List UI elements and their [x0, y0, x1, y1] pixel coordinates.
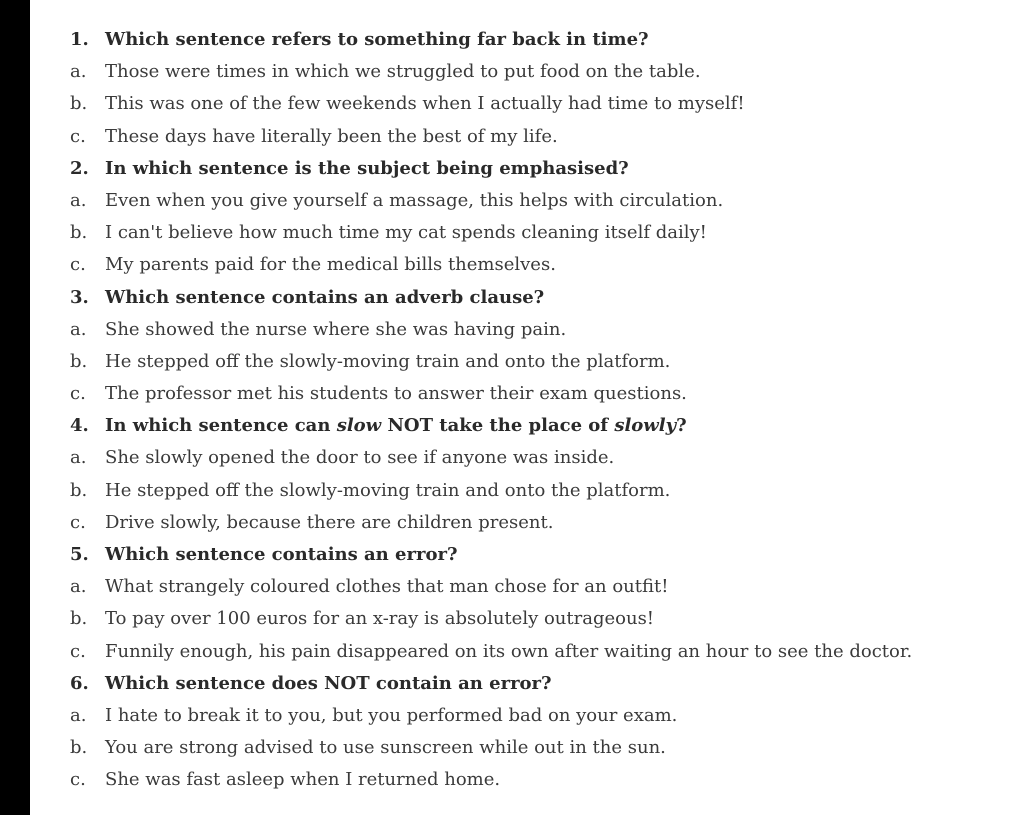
option-text: She was fast asleep when I returned home.	[105, 769, 501, 791]
question-text: Which sentence does NOT contain an error?	[105, 672, 552, 694]
option-letter: c.	[70, 511, 86, 533]
question-1-option-c	[70, 121, 912, 153]
document-page	[30, 0, 1024, 815]
question-1	[70, 24, 912, 56]
option-letter: c.	[70, 769, 86, 791]
question-text-italic-slowly: slowly	[614, 415, 677, 437]
question-text: Which sentence contains an adverb clause?	[105, 286, 545, 308]
question-text-part: ?	[676, 415, 687, 437]
option-letter: c.	[70, 640, 86, 662]
option-text: I can't believe how much time my cat spends cleaning itself daily!	[105, 222, 707, 244]
question-6-option-c	[70, 764, 912, 796]
question-3	[70, 282, 912, 314]
question-number: 5.	[70, 544, 89, 565]
question-2-option-b	[70, 217, 912, 249]
option-letter: b.	[70, 737, 88, 759]
question-text	[105, 410, 687, 442]
question-3-option-c	[70, 378, 912, 410]
question-text: In which sentence is the subject being emphasised?	[105, 157, 629, 179]
question-text-part: NOT take the place of	[381, 415, 615, 437]
option-letter: a.	[70, 61, 87, 83]
option-letter: c.	[70, 254, 86, 276]
option-text: The professor met his students to answer their exam questions.	[105, 383, 687, 405]
question-6-option-a	[70, 700, 912, 732]
question-5-option-c	[70, 636, 912, 668]
question-4	[70, 410, 912, 442]
question-6	[70, 668, 912, 700]
option-letter: b.	[70, 350, 88, 372]
question-4-option-c	[70, 507, 912, 539]
option-letter: a.	[70, 447, 87, 469]
question-4-option-b	[70, 475, 912, 507]
option-letter: c.	[70, 125, 86, 147]
question-text: Which sentence contains an error?	[105, 544, 458, 565]
option-text: Funnily enough, his pain disappeared on its own after waiting an hour to see the doctor.	[105, 640, 913, 662]
question-2-option-a	[70, 185, 912, 217]
question-6-option-b	[70, 732, 912, 764]
question-1-option-a	[70, 56, 912, 88]
question-number: 6.	[70, 672, 89, 694]
question-1-option-b	[70, 88, 912, 120]
question-5	[70, 539, 912, 571]
option-text: To pay over 100 euros for an x-ray is absolutely outrageous!	[105, 608, 655, 630]
option-text: These days have literally been the best of my life.	[105, 125, 558, 147]
quiz-list	[70, 24, 912, 797]
option-letter: c.	[70, 383, 86, 405]
option-text: Even when you give yourself a massage, this helps with circulation.	[105, 189, 724, 211]
question-text-part: In which sentence can	[105, 415, 337, 437]
option-text: She showed the nurse where she was having pain.	[105, 318, 567, 340]
question-text: Which sentence refers to something far back in time?	[105, 29, 649, 50]
question-2	[70, 153, 912, 185]
question-4-option-a	[70, 442, 912, 474]
question-number: 4.	[70, 415, 89, 437]
option-letter: a.	[70, 576, 87, 598]
option-text: He stepped off the slowly-moving train and onto the platform.	[105, 350, 671, 372]
question-number: 1.	[70, 29, 89, 50]
option-text: This was one of the few weekends when I actually had time to myself!	[105, 93, 745, 115]
option-text: I hate to break it to you, but you performed bad on your exam.	[105, 704, 678, 726]
option-letter: b.	[70, 608, 88, 630]
left-border-bar	[0, 0, 30, 815]
question-3-option-b	[70, 346, 912, 378]
option-text: She slowly opened the door to see if anyone was inside.	[105, 447, 615, 469]
option-letter: b.	[70, 479, 88, 501]
option-letter: a.	[70, 189, 87, 211]
option-text: My parents paid for the medical bills themselves.	[105, 254, 556, 276]
option-text: Drive slowly, because there are children present.	[105, 511, 554, 533]
option-text: Those were times in which we struggled to put food on the table.	[105, 61, 701, 83]
question-3-option-a	[70, 314, 912, 346]
option-text: You are strong advised to use sunscreen while out in the sun.	[105, 737, 666, 759]
option-letter: b.	[70, 222, 88, 244]
question-5-option-a	[70, 571, 912, 603]
option-letter: b.	[70, 93, 88, 115]
question-2-option-c	[70, 249, 912, 281]
question-5-option-b	[70, 603, 912, 635]
option-text: He stepped off the slowly-moving train and onto the platform.	[105, 479, 671, 501]
option-letter: a.	[70, 704, 87, 726]
option-text: What strangely coloured clothes that man chose for an outfit!	[105, 576, 669, 598]
question-number: 2.	[70, 157, 89, 179]
question-number: 3.	[70, 286, 89, 308]
option-letter: a.	[70, 318, 87, 340]
question-text-italic-slow: slow	[336, 415, 382, 437]
